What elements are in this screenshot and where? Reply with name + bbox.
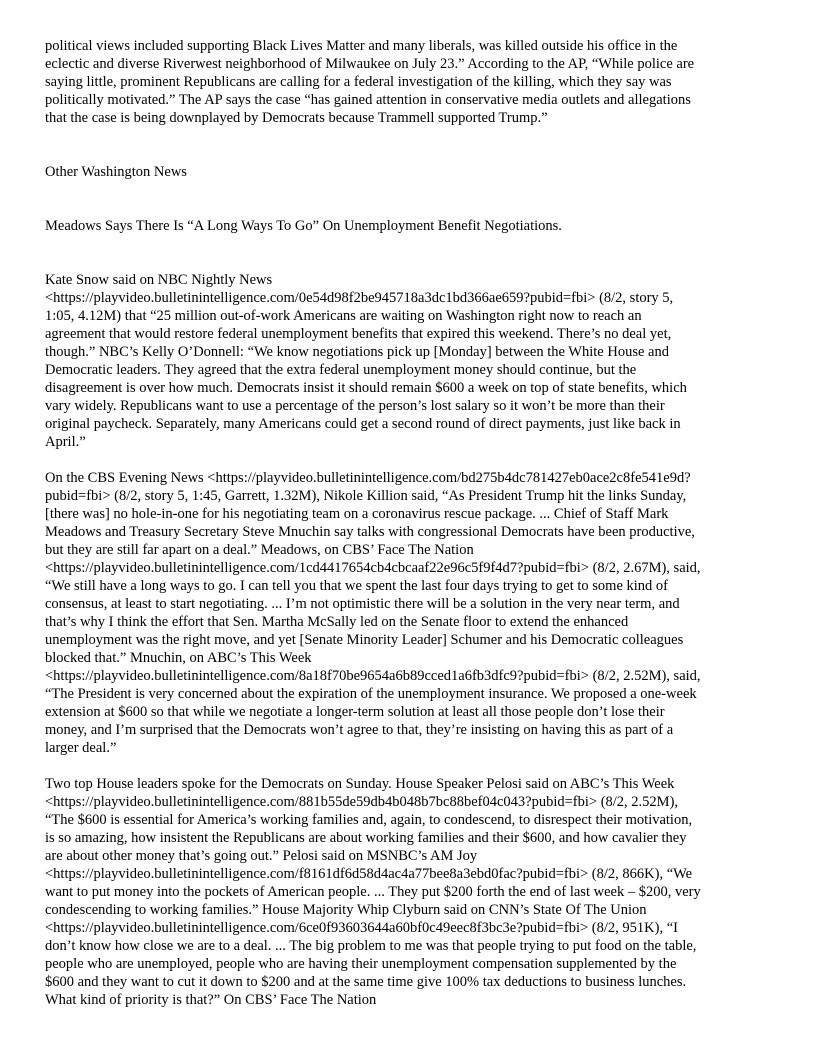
section-heading: Other Washington News [45,164,187,180]
intro-paragraph: political views included supporting Black Lives Matter and many liberals, was killed outside his office in the eclectic and diverse Riverwest neighborhood of Milwaukee on July 23.” According to the AP, “While police are saying little, prominent Republicans are calling for a federal investigation of the killing, which they say was politically motivated.” The AP says the case “has gained attention in conservative media outlets and allegations that the case is being downplayed by Democrats because Trammell supported Trump.” [45,38,695,126]
article-paragraph-1: Kate Snow said on NBC Nightly News <https://playvideo.bulletinintelligence.com/0e54d98f2be945718a3dc1bd366ae659?pubid=fbi> (8/2, story 5, 1:05, 4.12M) that “25 million out-of-work Americans are waiting on Washington right now to reach an agreement that would restore federal unemployment benefits that expired this weekend. There’s no deal yet, though.” NBC’s Kelly O’Donnell: “We know negotiations pick up [Monday] between the White House and Democratic leaders. They agreed that the extra federal unemployment money should continue, but the disagreement is over how much. Democrats insist it should remain $600 a week on top of state benefits, which vary widely. Republicans want to use a percentage of the person’s lost salary so it won’t be more than their original paycheck. Separately, many Americans could get a second round of direct payments, just like back in April.” [45,272,687,450]
article-paragraph-3: Two top House leaders spoke for the Democrats on Sunday. House Speaker Pelosi said on ABC’s This Week <https://playvideo.bulletinintelligence.com/881b55de59db4b048b7bc88bef04c043?pubid=fbi> (8/2, 2.52M), “The $600 is essential for America’s working families and, again, to condescend, to disrespect their motivation, is so amazing, how insistent the Republicans are about working families and their $600, and how cavalier they are about other money that’s going out.” Pelosi said on MSNBC’s AM Joy <https://playvideo.bulletinintelligence.com/f8161df6d58d4ac4a77bee8a3ebd0fac?pubid=fbi> (8/2, 866K), “We want to put money into the pockets of American people. ... They put $200 forth the end of last week – $200, very condescending to working families.” House Majority Whip Clyburn said on CNN’s State Of The Union <https://playvideo.bulletinintelligence.com/6ce0f93603644a60bf0c49eec8f3bc3e?pubid=fbi> (8/2, 951K), “I don’t know how close we are to a deal. ... The big problem to me was that people trying to put food on the table, people who are unemployed, people who are having their unemployment compensation supplemented by the $600 and they want to cut it down to $200 and at the same time give 100% tax deductions to business lunches. What kind of priority is that?” On CBS’ Face The Nation [45,776,701,1008]
document-page [45,37,775,1009]
article-paragraph-2: On the CBS Evening News <https://playvideo.bulletinintelligence.com/bd275b4dc781427eb0ace2c8fe541e9d? pubid=fbi> (8/2, story 5, 1:45, Garrett, 1.32M), Nikole Killion said, “As President Trump hit the links Sunday, [there was] no hole-in-one for his negotiating team on a coronavirus rescue package. ... Chief of Staff Mark Meadows and Treasury Secretary Steve Mnuchin say talks with congressional Democrats have been productive, but they are still far apart on a deal.” Meadows, on CBS’ Face The Nation <https://playvideo.bulletinintelligence.com/1cd4417654cb4cbcaaf22e96c5f9f4d7?pubid=fbi> (8/2, 2.67M), said, “We still have a long ways to go. I can tell you that we spent the last four days trying to get to some kind of consensus, at least to start negotiating. ... I’m not optimistic there will be a solution in the very near term, and that’s why I think the effort that Sen. Martha McSally led on the Senate floor to extend the enhanced unemployment was the right move, and yet [Senate Minority Leader] Schumer and his Democratic colleagues blocked that.” Mnuchin, on ABC’s This Week <https://playvideo.bulletinintelligence.com/8a18f70be9654a6b89cced1a6fb3dfc9?pubid=fbi> (8/2, 2.52M), said, “The President is very concerned about the expiration of the unemployment insurance. We proposed a one-week extension at $600 so that while we negotiate a longer-term solution at least all those people don’t lose their money, and I’m surprised that the Democrats won’t agree to that, they’re insisting on having this as part of a larger deal.” [45,470,701,756]
article-headline: Meadows Says There Is “A Long Ways To Go” On Unemployment Benefit Negotiations. [45,218,562,234]
